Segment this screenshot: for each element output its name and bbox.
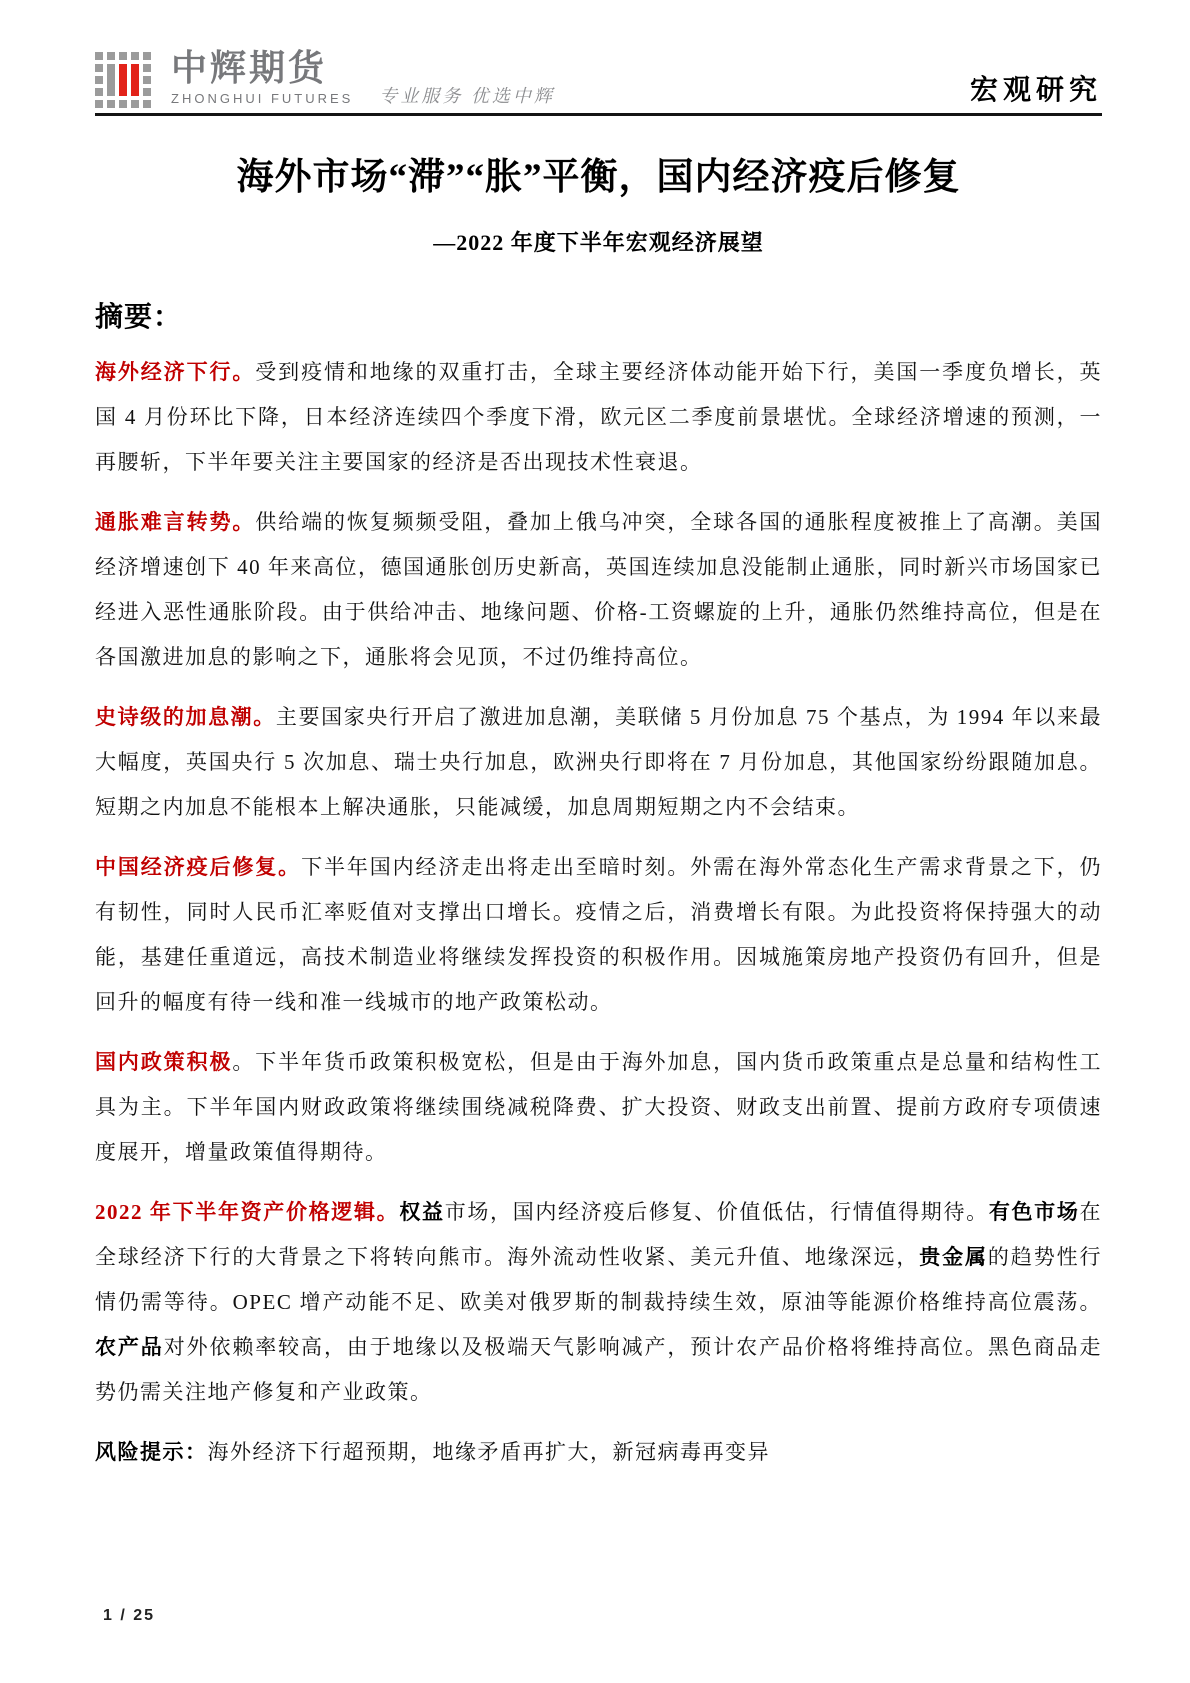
paragraph-text: 受到疫情和地缘的双重打击，全球主要经济体动能开始下行，美国一季度负增长，英国 4 月份环比下降，日本经济连续四个季度下滑，欧元区二季度前景堪忧。全球经济增速的预测，一再腰斩，下半年要关注主要国家的经济是否出现技术性衰退。 <box>95 360 1103 474</box>
page-header <box>95 38 1102 110</box>
paragraph-text: 下半年国内经济走出将走出至暗时刻。外需在海外常态化生产需求背景之下，仍有韧性，同时人民币汇率贬值对支撑出口增长。疫情之后，消费增长有限。为此投资将保持强大的动能，基建任重道远，高技术制造业将继续发挥投资的积极作用。因城施策房地产投资仍有回升，但是回升的幅度有待一线和准一线城市的地产政策松动。 <box>95 855 1103 1014</box>
paragraph-lead: 国内政策积极 <box>95 1050 233 1074</box>
page-separator: / <box>120 1607 127 1624</box>
abstract-heading: 摘要： <box>95 301 183 332</box>
abstract-paragraph <box>95 845 1102 1025</box>
abstract-paragraphs <box>95 350 1102 1475</box>
paragraph-text: 。下半年货币政策积极宽松，但是由于海外加息，国内货币政策重点是总量和结构性工具为主。下半年国内财政政策将继续围绕减税降费、扩大投资、财政支出前置、提前方政府专项债速度展开，增量政策值得期待。 <box>95 1050 1102 1164</box>
abstract-paragraph <box>95 1040 1102 1175</box>
paragraph-lead: 海外经济下行。 <box>95 360 256 384</box>
page-total: 25 <box>133 1607 156 1624</box>
page-number-indicator <box>103 1607 155 1625</box>
abstract-paragraph <box>95 500 1102 680</box>
report-title: 海外市场“滞”“胀”平衡，国内经济疫后修复 <box>236 157 961 198</box>
report-subtitle: —2022 年度下半年宏观经济展望 <box>433 230 764 255</box>
paragraph-text: 在全球经济下行的大背景之下将转向熊市。海外流动性收紧、美元升值、地缘深远， <box>95 1200 1103 1269</box>
paragraph-lead: 2022 年下半年资产价格逻辑。 <box>95 1200 400 1224</box>
header-divider <box>95 113 1102 116</box>
paragraph-lead: 通胀难言转势。 <box>95 510 256 534</box>
logo-mark-icon <box>95 52 159 110</box>
paragraph-text: 风险提示： <box>95 1440 208 1464</box>
brand-name-en: ZHONGHUI FUTURES <box>171 91 354 106</box>
brand-name-cn: 中辉期货 <box>171 47 328 88</box>
paragraph-text: 贵金属 <box>919 1245 988 1269</box>
abstract-paragraph <box>95 350 1102 485</box>
abstract-paragraph <box>95 1430 1102 1475</box>
paragraph-text: 主要国家央行开启了激进加息潮，美联储 5 月份加息 75 个基点，为 1994 年以来最大幅度，英国央行 5 次加息、瑞士央行加息，欧洲央行即将在 7 月份加息，其他国家纷纷跟随加息。短期之内加息不能根本上解决通胀，只能减缓，加息周期短期之内不会结束。 <box>95 705 1103 819</box>
paragraph-lead: 史诗级的加息潮。 <box>95 705 276 729</box>
paragraph-text: 农产品 <box>95 1335 164 1359</box>
paragraph-text: 供给端的恢复频频受阻，叠加上俄乌冲突，全球各国的通胀程度被推上了高潮。美国经济增速创下 40 年来高位，德国通胀创历史新高，英国连续加息没能制止通胀，同时新兴市场国家已经进入恶性通胀阶段。由于供给冲击、地缘问题、价格-工资螺旋的上升，通胀仍然维持高位，但是在各国激进加息的影响之下，通胀将会见顶，不过仍维持高位。 <box>95 510 1103 669</box>
paragraph-text: 有色市场 <box>988 1200 1080 1224</box>
paragraph-text: 权益 <box>399 1200 445 1224</box>
page-current: 1 <box>103 1607 114 1624</box>
company-logo <box>95 47 555 110</box>
report-content <box>95 120 1102 1475</box>
paragraph-text: 对外依赖率较高，由于地缘以及极端天气影响减产，预计农产品价格将维持高位。黑色商品走势仍需关注地产修复和产业政策。 <box>95 1335 1102 1404</box>
report-section-label: 宏观研究 <box>969 75 1102 106</box>
paragraph-text: 市场，国内经济疫后修复、价值低估，行情值得期待。 <box>444 1200 989 1224</box>
brand-slogan: 专业服务 优选中辉 <box>379 86 555 106</box>
paragraph-lead: 中国经济疫后修复。 <box>95 855 302 879</box>
abstract-paragraph <box>95 695 1102 830</box>
paragraph-text: 海外经济下行超预期，地缘矛盾再扩大，新冠病毒再变异 <box>207 1440 770 1464</box>
logo-text-block <box>171 47 354 106</box>
paragraph-text: 的趋势性行情仍需等待。OPEC 增产动能不足、欧美对俄罗斯的制裁持续生效，原油等能源价格维持高位震荡。 <box>95 1245 1103 1314</box>
abstract-paragraph <box>95 1190 1102 1415</box>
